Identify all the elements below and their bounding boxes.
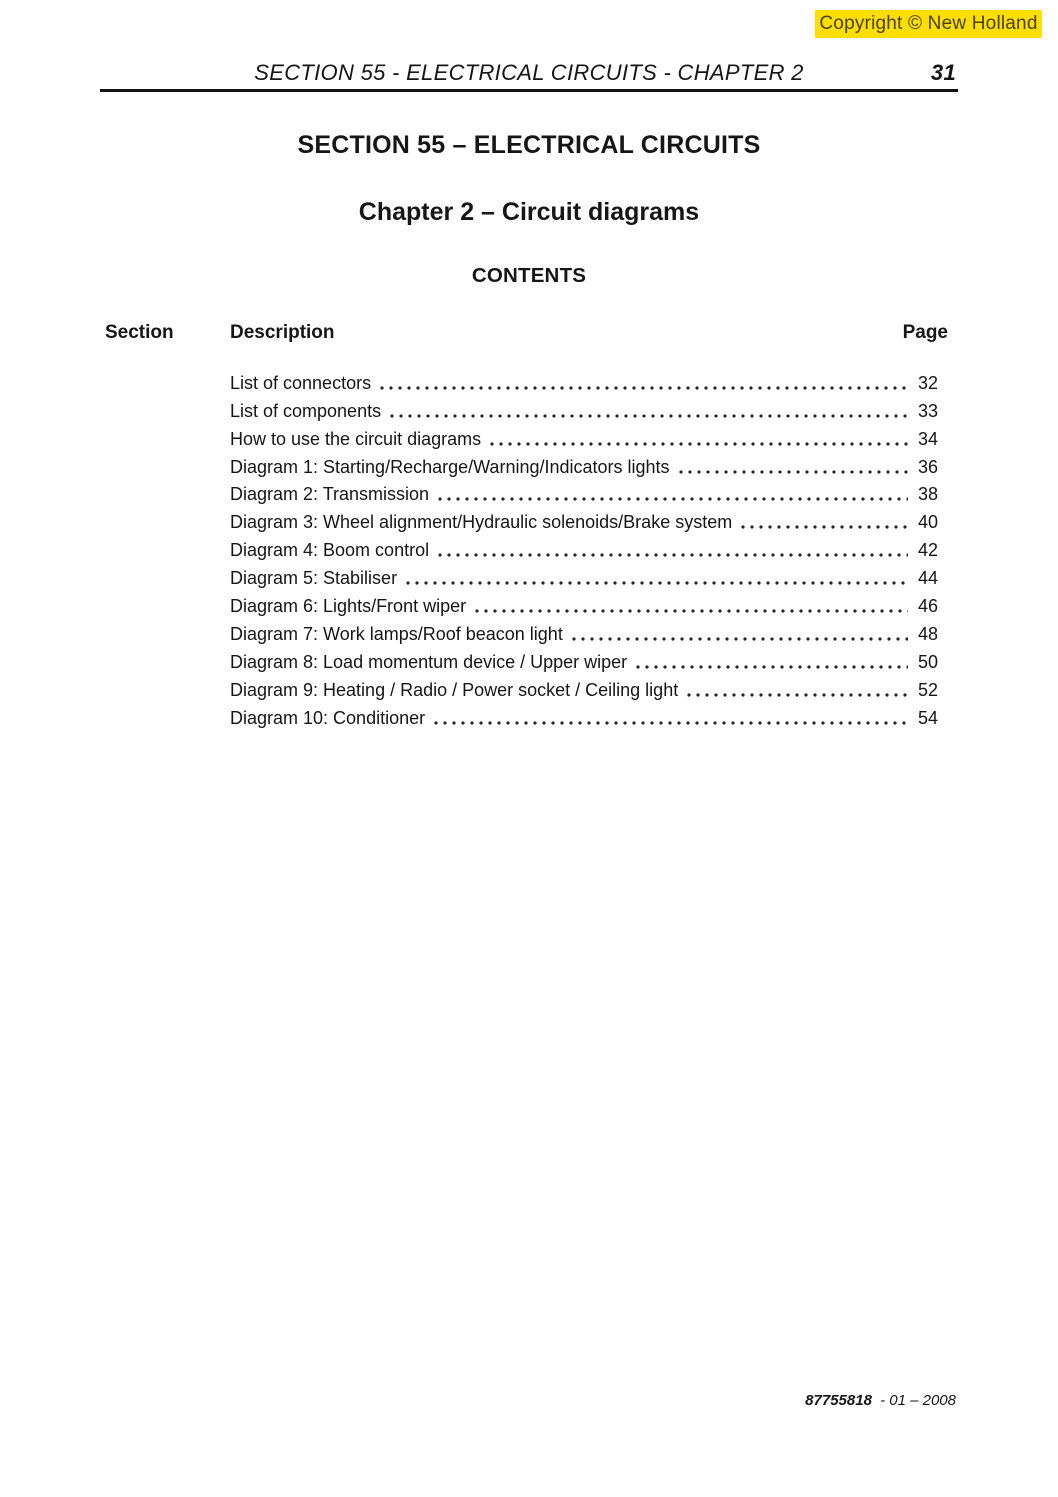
toc-entry-label: How to use the circuit diagrams <box>230 428 482 449</box>
toc-entry <box>230 478 938 506</box>
footer-edition: - 01 – 2008 <box>880 1392 956 1409</box>
toc-entry <box>230 450 938 478</box>
section-title: SECTION 55 – ELECTRICAL CIRCUITS <box>297 131 761 159</box>
toc-entry-label: Diagram 1: Starting/Recharge/Warning/Indicators lights <box>230 456 670 477</box>
page-footer <box>805 1392 956 1409</box>
dot-leader <box>406 580 908 586</box>
toc-entry-label: Diagram 2: Transmission <box>230 484 430 505</box>
toc-entry-label: Diagram 10: Conditioner <box>230 707 426 728</box>
toc-entry-page: 38 <box>917 484 938 505</box>
toc-entry-label: Diagram 5: Stabiliser <box>230 568 398 589</box>
toc-entry-page: 42 <box>917 540 938 561</box>
toc-entry <box>230 366 938 394</box>
toc-entry-page: 48 <box>917 623 938 644</box>
toc-entry-page: 46 <box>917 596 938 617</box>
toc-entry <box>230 561 938 589</box>
dot-leader <box>572 636 908 642</box>
toc-entry <box>230 673 938 701</box>
toc-entry <box>230 422 938 450</box>
toc-entry-label: Diagram 8: Load momentum device / Upper wiper <box>230 651 628 672</box>
toc-entry <box>230 589 938 617</box>
running-header-title: SECTION 55 - ELECTRICAL CIRCUITS - CHAPTER 2 <box>254 60 804 85</box>
toc-entry-page: 33 <box>917 400 938 421</box>
toc-entry-page: 34 <box>917 428 938 449</box>
toc-entry-page: 54 <box>917 707 938 728</box>
dot-leader <box>636 664 908 670</box>
copyright-badge: Copyright © New Holland <box>815 10 1042 38</box>
dot-leader <box>434 720 908 726</box>
dot-leader <box>380 385 908 391</box>
toc-entry <box>230 701 938 729</box>
chapter-title: Chapter 2 – Circuit diagrams <box>358 198 700 226</box>
dot-leader <box>390 413 908 419</box>
dot-leader <box>438 496 908 502</box>
toc-entry-label: Diagram 9: Heating / Radio / Power socket / Ceiling light <box>230 679 679 700</box>
dot-leader <box>475 608 908 614</box>
toc-entry <box>230 645 938 673</box>
toc-entry-label: List of components <box>230 400 382 421</box>
toc-list <box>230 366 938 729</box>
dot-leader <box>490 441 908 447</box>
toc-entry-page: 32 <box>917 372 938 393</box>
toc-entry-page: 40 <box>917 512 938 533</box>
footer-document-code: 87755818 <box>805 1392 872 1409</box>
toc-entry-page: 44 <box>917 568 938 589</box>
toc-entry-label: Diagram 6: Lights/Front wiper <box>230 596 467 617</box>
toc-entry-page: 52 <box>917 679 938 700</box>
column-header-page: Page <box>902 322 948 343</box>
contents-heading: CONTENTS <box>471 264 587 287</box>
toc-entry-label: Diagram 3: Wheel alignment/Hydraulic solenoids/Brake system <box>230 512 733 533</box>
column-header-section: Section <box>105 322 174 343</box>
toc-entry-page: 36 <box>917 456 938 477</box>
dot-leader <box>741 524 908 530</box>
toc-entry <box>230 394 938 422</box>
toc-entry <box>230 505 938 533</box>
dot-leader <box>438 552 908 558</box>
dot-leader <box>679 469 908 475</box>
running-header <box>100 60 958 87</box>
toc-column-headers <box>100 322 958 346</box>
toc-entry-label: List of connectors <box>230 372 372 393</box>
dot-leader <box>687 692 908 698</box>
header-rule <box>100 89 958 92</box>
column-header-description: Description <box>230 322 335 343</box>
toc-entry <box>230 533 938 561</box>
toc-entry-label: Diagram 4: Boom control <box>230 540 430 561</box>
running-header-page-number: 31 <box>930 60 956 85</box>
toc-entry <box>230 617 938 645</box>
toc-entry-label: Diagram 7: Work lamps/Roof beacon light <box>230 623 563 644</box>
toc-entry-page: 50 <box>917 651 938 672</box>
